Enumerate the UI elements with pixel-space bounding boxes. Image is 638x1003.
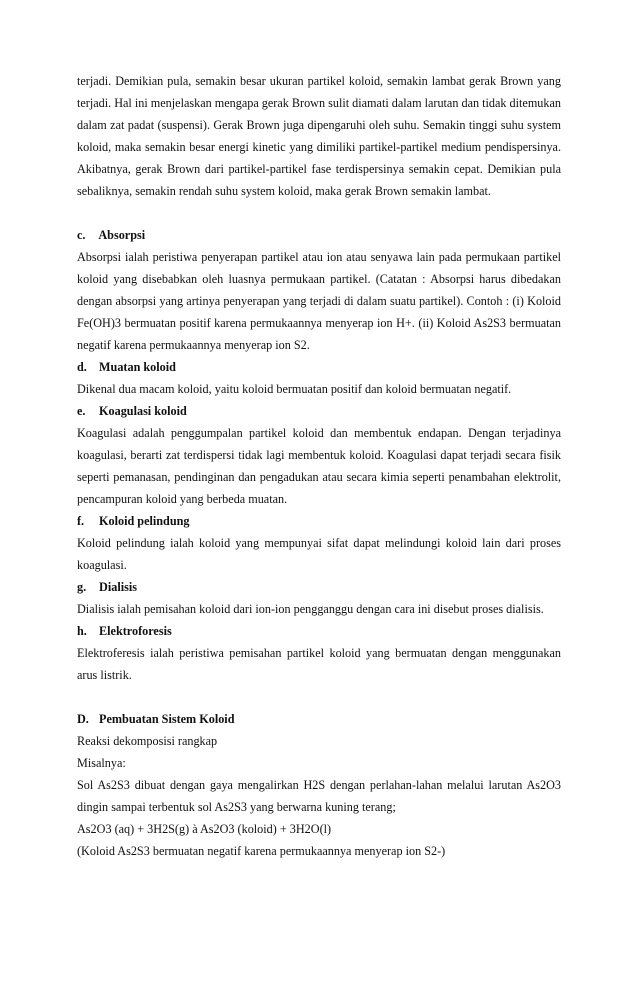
section-f-number: f. bbox=[77, 514, 85, 528]
spacer bbox=[77, 202, 561, 224]
spacer bbox=[77, 686, 561, 708]
intro-paragraph: terjadi. Demikian pula, semakin besar ukuran partikel koloid, semakin lambat gerak Brown yang terjadi. Hal ini menjelaskan mengapa gerak Brown sulit diamati dalam larutan dan tidak ditemukan dalam zat padat (suspensi). Gerak Brown juga dipengaruhi oleh suhu. Semakin tinggi suhu system koloid, maka semakin besar energi kinetic yang dimiliki partikel-partikel medium pendispersinya. Akibatnya, gerak Brown dari partikel-partikel fase terdispersinya semakin cepat. Demikian pula sebaliknya, semakin rendah suhu system koloid, maka gerak Brown semakin lambat. bbox=[77, 74, 561, 198]
document-page bbox=[77, 70, 561, 862]
section-f-paragraph: Koloid pelindung ialah koloid yang mempunyai sifat dapat melindungi koloid lain dari proses koagulasi. bbox=[77, 536, 561, 572]
section-g-number: g. bbox=[77, 580, 87, 594]
section-e-paragraph: Koagulasi adalah penggumpalan partikel koloid dan membentuk endapan. Dengan terjadinya koagulasi, berarti zat terdispersi tidak lagi membentuk koloid. Koagulasi dapat terjadi secara fisik seperti pemanasan, pendinginan dan pengadukan atau secara kimia seperti penambahan elektrolit, pencampuran koloid yang berbeda muatan. bbox=[77, 426, 561, 506]
section-g-heading bbox=[77, 576, 561, 598]
section-d-title: Muatan koloid bbox=[99, 360, 176, 374]
section-e-number: e. bbox=[77, 404, 86, 418]
section-h-heading bbox=[77, 620, 561, 642]
section-c-paragraph: Absorpsi ialah peristiwa penyerapan partikel atau ion atau senyawa lain pada permukaan partikel koloid yang disebabkan oleh luasnya permukaan partikel. (Catatan : Absorpsi harus dibedakan dengan absorpsi yang artinya penyerapan yang terjadi di dalam suatu partikel). Contoh : (i) Koloid Fe(OH)3 bermuatan positif karena permukaannya menyerap ion H+. (ii) Koloid As2S3 bermuatan negatif karena permukaannya menyerap ion S2. bbox=[77, 250, 561, 352]
reaction-equation: As2O3 (aq) + 3H2S(g) à As2O3 (koloid) + 3H2O(l) bbox=[77, 822, 332, 836]
section-d-paragraph: Dikenal dua macam koloid, yaitu koloid bermuatan positif dan koloid bermuatan negatif. bbox=[77, 382, 512, 396]
section-d-heading bbox=[77, 356, 561, 378]
section-f-heading bbox=[77, 510, 561, 532]
section-D-line-2: Misalnya: bbox=[77, 756, 126, 770]
section-e-title: Koagulasi koloid bbox=[99, 404, 187, 418]
section-h-number: h. bbox=[77, 624, 87, 638]
section-g-title: Dialisis bbox=[99, 580, 137, 594]
section-c-heading bbox=[77, 224, 561, 246]
section-h-title: Elektroforesis bbox=[99, 624, 172, 638]
section-e-heading bbox=[77, 400, 561, 422]
section-D-line-5: (Koloid As2S3 bermuatan negatif karena permukaannya menyerap ion S2-) bbox=[77, 844, 446, 858]
section-f-title: Koloid pelindung bbox=[99, 514, 190, 528]
section-g-paragraph: Dialisis ialah pemisahan koloid dari ion-ion pengganggu dengan cara ini disebut proses dialisis. bbox=[77, 602, 544, 616]
section-D-line-1: Reaksi dekomposisi rangkap bbox=[77, 734, 218, 748]
section-d-number: d. bbox=[77, 360, 87, 374]
section-c-title: Absorpsi bbox=[98, 228, 146, 242]
section-c-number: c. bbox=[77, 228, 86, 242]
section-D-heading bbox=[77, 708, 561, 730]
section-h-paragraph: Elektroferesis ialah peristiwa pemisahan partikel koloid yang bermuatan dengan menggunakan arus listrik. bbox=[77, 646, 561, 682]
section-D-number: D. bbox=[77, 712, 89, 726]
section-D-line-3: Sol As2S3 dibuat dengan gaya mengalirkan H2S dengan perlahan-lahan melalui larutan As2O3 dingin sampai terbentuk sol As2S3 yang berwarna kuning terang; bbox=[77, 778, 561, 814]
section-D-title: Pembuatan Sistem Koloid bbox=[99, 712, 235, 726]
